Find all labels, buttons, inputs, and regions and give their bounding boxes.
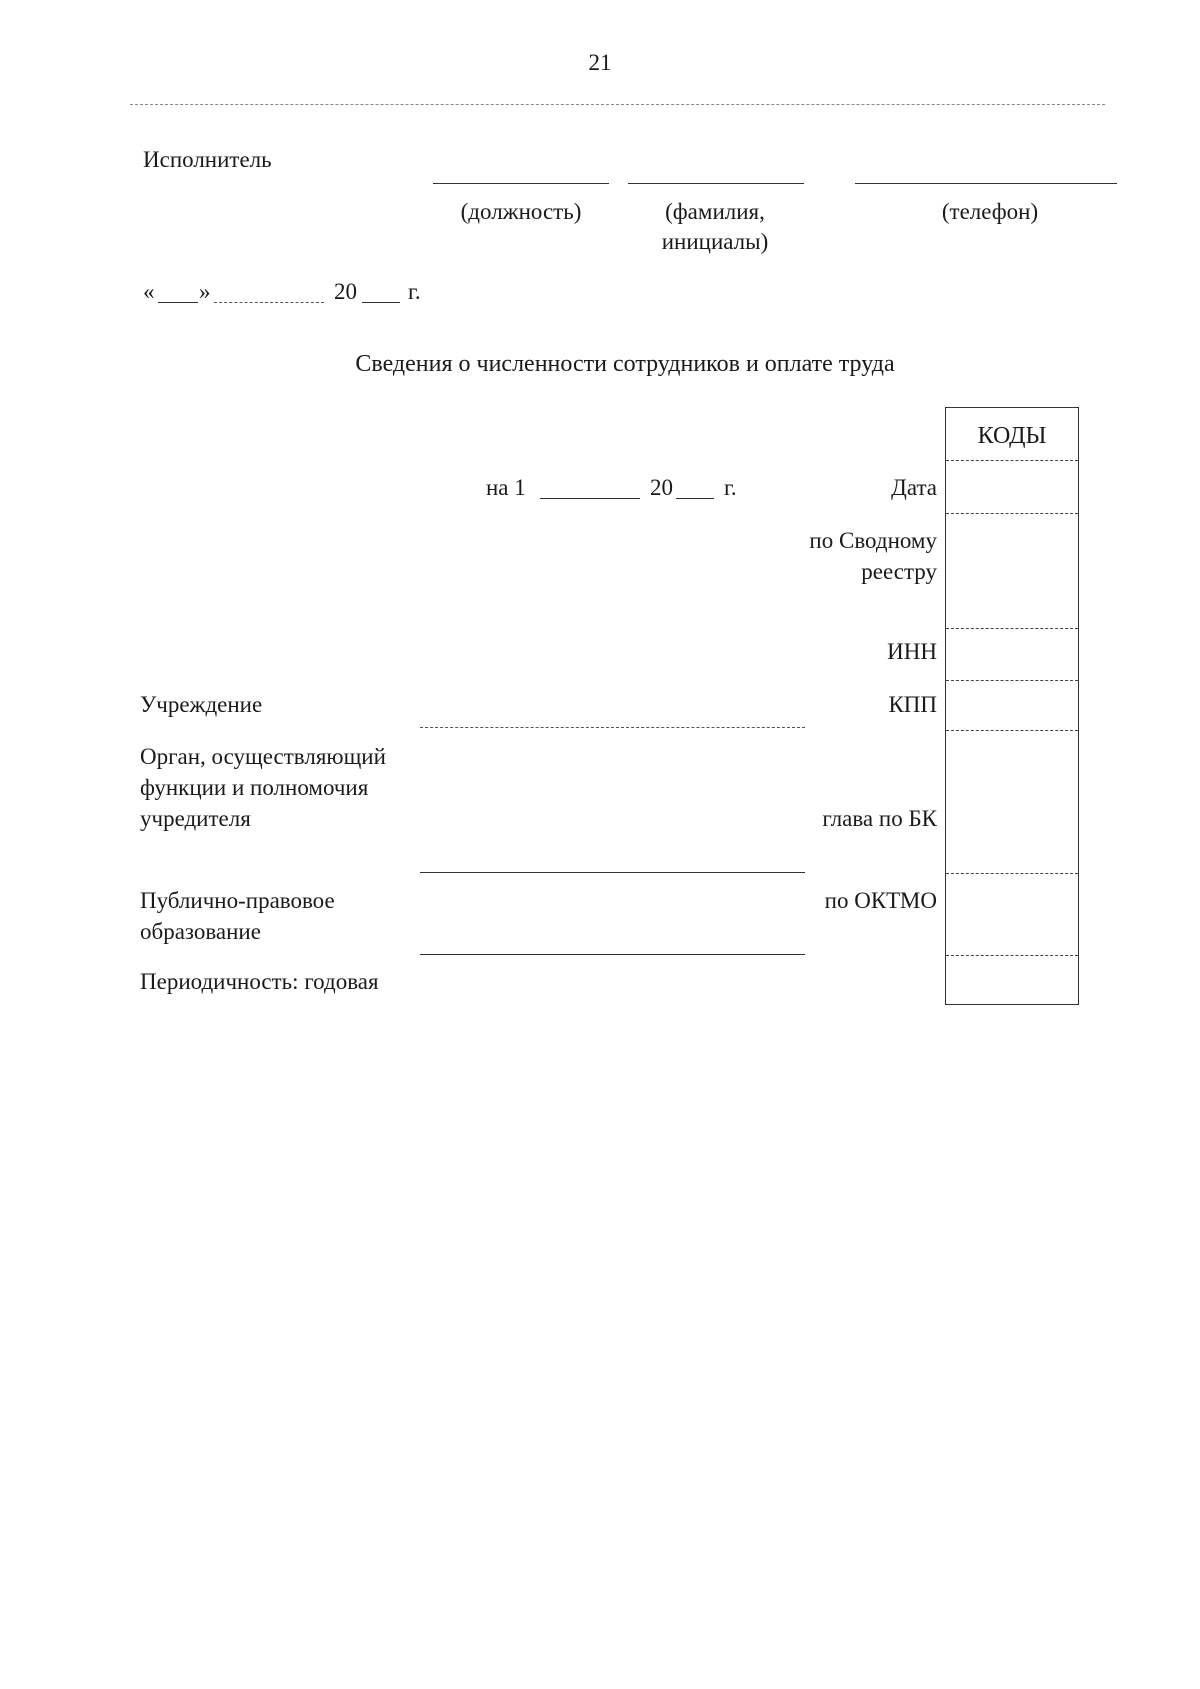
codes-divider <box>946 873 1078 874</box>
field-public-entity: Публично-правовое образование <box>140 888 335 944</box>
founder-body-line <box>420 872 805 873</box>
code-label-date: Дата <box>891 475 937 500</box>
report-year-blank <box>676 498 714 499</box>
codes-box <box>945 407 1079 1005</box>
phone-caption: (телефон) <box>941 199 1039 224</box>
codes-divider <box>946 513 1078 514</box>
public-entity-line <box>420 954 805 955</box>
code-label-oktmo: по ОКТМО <box>824 888 937 913</box>
field-founder-body: Орган, осуществляющий функции и полномочия учредителя <box>140 744 386 831</box>
sign-year-prefix: 20 <box>334 279 357 304</box>
report-year-prefix: 20 <box>650 475 673 500</box>
executor-label: Исполнитель <box>143 147 272 172</box>
sign-year-suffix: г. <box>408 279 421 304</box>
header-rule <box>130 104 1105 105</box>
code-label-registry: по Сводному реестру <box>809 528 937 584</box>
field-institution: Учреждение <box>140 692 263 717</box>
sign-year-blank <box>362 302 400 303</box>
sign-day-blank <box>158 302 198 303</box>
position-caption: (должность) <box>460 199 582 224</box>
codes-divider <box>946 628 1078 629</box>
codes-divider <box>946 730 1078 731</box>
page-number: 21 <box>588 50 612 75</box>
sign-month-blank <box>214 302 324 303</box>
form-title: Сведения о численности сотрудников и оплате труда <box>355 351 895 377</box>
code-label-bk-chapter: глава по БК <box>822 806 937 831</box>
position-line <box>433 183 609 184</box>
sign-date-open-quote: « <box>143 279 155 304</box>
field-periodicity: Периодичность: годовая <box>140 969 379 994</box>
report-year-suffix: г. <box>724 475 737 500</box>
codes-divider <box>946 955 1078 956</box>
codes-header: КОДЫ <box>977 423 1047 449</box>
report-date-prefix: на 1 <box>486 475 526 500</box>
phone-line <box>855 183 1117 184</box>
name-line <box>628 183 804 184</box>
name-caption: (фамилия, инициалы) <box>661 199 769 254</box>
code-label-kpp: КПП <box>888 692 937 717</box>
sign-date-close-quote: » <box>199 279 211 304</box>
codes-divider <box>946 680 1078 681</box>
report-month-blank <box>540 498 640 499</box>
institution-line <box>420 727 805 728</box>
code-label-inn: ИНН <box>887 639 937 664</box>
codes-divider <box>946 460 1078 461</box>
